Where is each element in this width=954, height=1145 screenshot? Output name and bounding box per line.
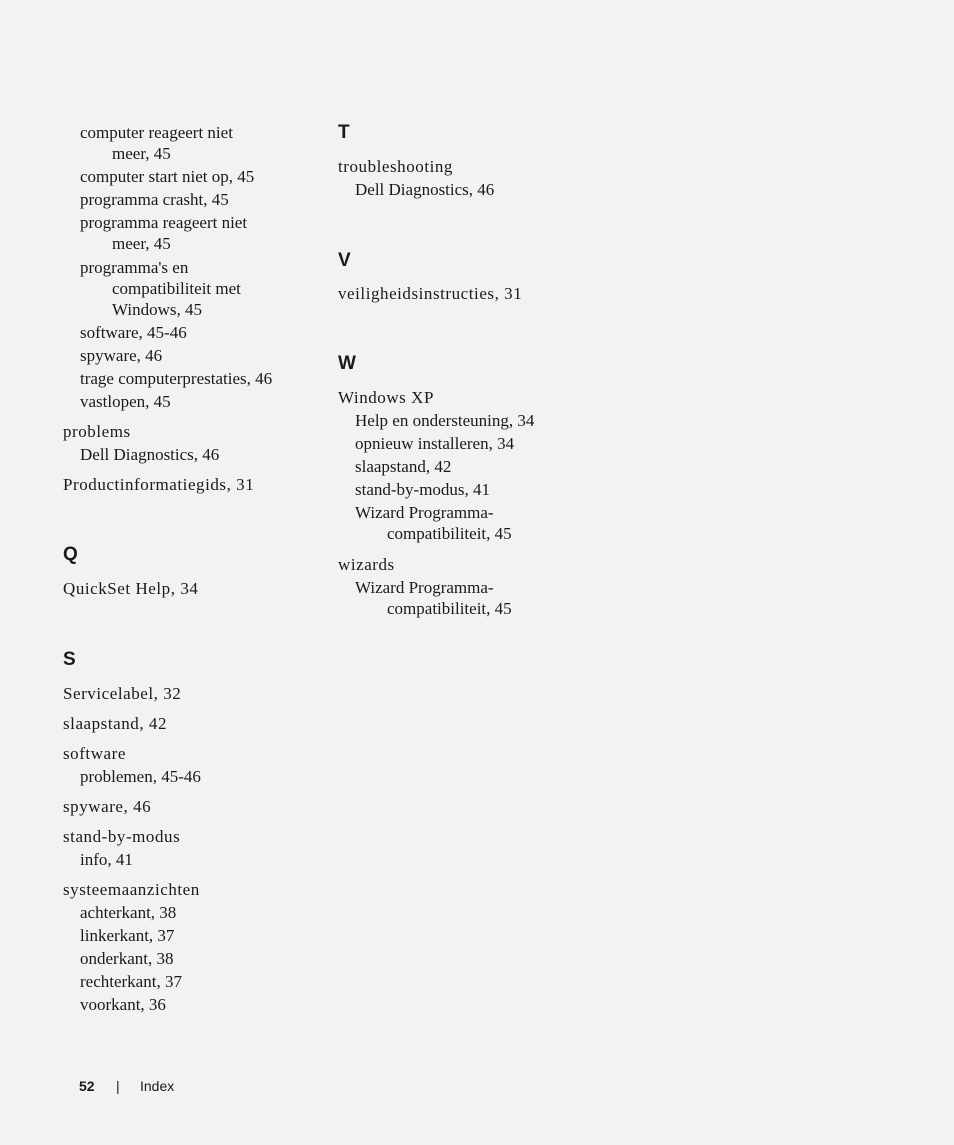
index-subentry: slaapstand, 42	[355, 457, 452, 476]
index-entry: spyware, 46	[63, 797, 152, 816]
index-entry: Windows XP	[338, 388, 434, 407]
index-letter-heading: Q	[63, 544, 78, 565]
index-entry: stand-by-modus	[63, 827, 181, 846]
index-entry: wizards	[338, 555, 395, 574]
index-subentry: programma's en	[80, 258, 189, 277]
index-subentry: compatibiliteit met	[112, 279, 241, 298]
index-entry: QuickSet Help, 34	[63, 579, 199, 598]
index-subentry: opnieuw installeren, 34	[355, 434, 515, 453]
footer-section-title: Index	[140, 1078, 175, 1094]
index-entry: veiligheidsinstructies, 31	[338, 284, 523, 303]
index-letter-heading: S	[63, 649, 76, 670]
index-subentry: spyware, 46	[80, 346, 163, 365]
index-subentry: computer reageert niet	[80, 123, 233, 142]
index-letter-heading: W	[338, 353, 356, 374]
index-subentry: programma crasht, 45	[80, 190, 229, 209]
footer-separator: |	[116, 1078, 120, 1094]
index-subentry: Dell Diagnostics, 46	[80, 445, 220, 464]
page-number: 52	[79, 1078, 95, 1094]
index-subentry: programma reageert niet	[80, 213, 248, 232]
index-subentry: software, 45-46	[80, 323, 187, 342]
index-subentry: meer, 45	[112, 144, 171, 163]
index-subentry: stand-by-modus, 41	[355, 480, 491, 499]
index-subentry: voorkant, 36	[80, 995, 166, 1014]
index-subentry: meer, 45	[112, 234, 171, 253]
index-subentry: Windows, 45	[112, 300, 202, 319]
index-subentry: rechterkant, 37	[80, 972, 182, 991]
index-subentry: achterkant, 38	[80, 903, 177, 922]
index-entry: troubleshooting	[338, 157, 453, 176]
index-entry: software	[63, 744, 126, 763]
index-subentry: computer start niet op, 45	[80, 167, 255, 186]
index-entry: slaapstand, 42	[63, 714, 168, 733]
index-subentry: Help en ondersteuning, 34	[355, 411, 535, 430]
index-letter-heading: V	[338, 250, 351, 271]
index-subentry: trage computerprestaties, 46	[80, 369, 273, 388]
index-entry: systeemaanzichten	[63, 880, 200, 899]
index-subentry: linkerkant, 37	[80, 926, 175, 945]
index-subentry: vastlopen, 45	[80, 392, 171, 411]
index-subentry: onderkant, 38	[80, 949, 174, 968]
index-subentry: Wizard Programma-	[355, 503, 494, 522]
index-subentry: compatibiliteit, 45	[387, 599, 512, 618]
index-subentry: Wizard Programma-	[355, 578, 494, 597]
index-entry: problems	[63, 422, 131, 441]
index-subentry: info, 41	[80, 850, 133, 869]
index-subentry: compatibiliteit, 45	[387, 524, 512, 543]
index-entry: Servicelabel, 32	[63, 684, 182, 703]
index-subentry: problemen, 45-46	[80, 767, 201, 786]
index-entry: Productinformatiegids, 31	[63, 475, 255, 494]
index-subentry: Dell Diagnostics, 46	[355, 180, 495, 199]
index-letter-heading: T	[338, 122, 350, 143]
